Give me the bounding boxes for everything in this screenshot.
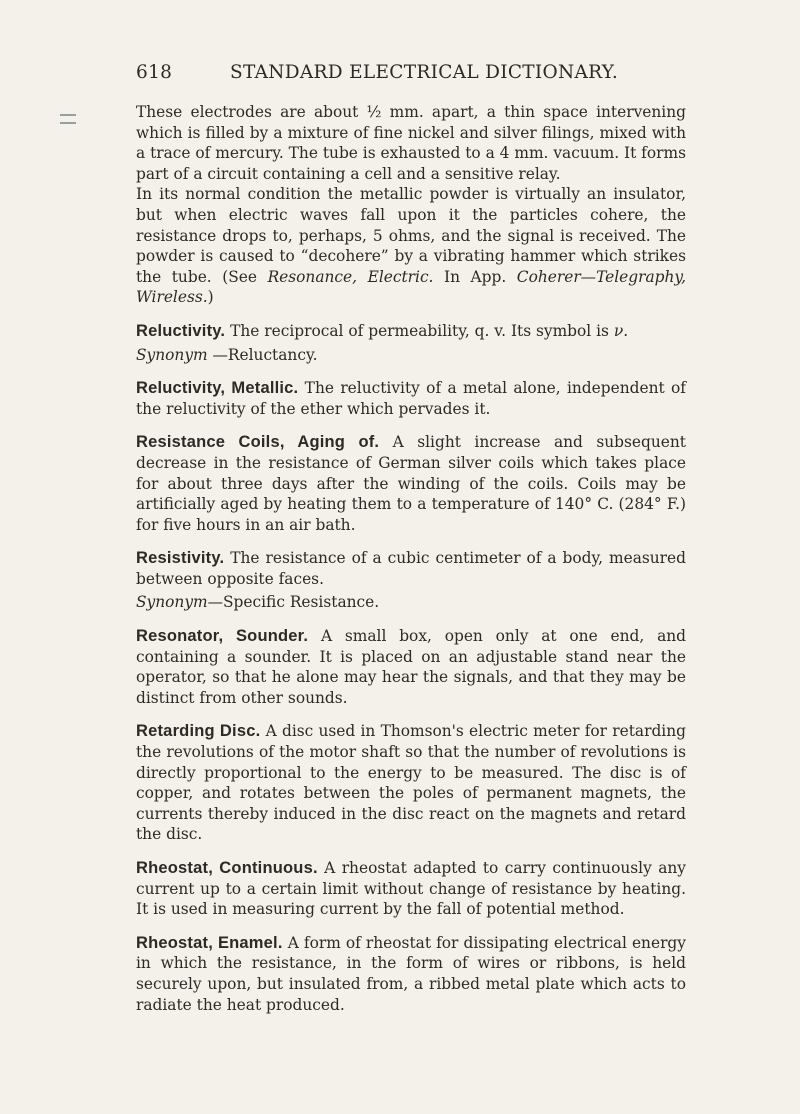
entry-text	[136, 321, 686, 342]
cross-reference: Coherer—Telegraphy, Wireless.	[136, 267, 686, 307]
entry-resonator-sounder	[136, 626, 686, 708]
entry-resistance-coils	[136, 432, 686, 535]
intro-paragraph-1: These electrodes are about ½ mm. apart, a thin space intervening which is filled by a mixture of fine nickel and silver filings, mixed with a trace of mercury. The tube is exhausted to a 4 mm. vacuum. It forms part of a circuit containing a cell and a sensitive relay.	[136, 103, 686, 183]
entry-rheostat-enamel	[136, 933, 686, 1015]
synonym-label: Synonym	[136, 593, 208, 612]
closing-paren: )	[207, 288, 214, 307]
synonym-text: —Reluctancy.	[207, 345, 318, 364]
intro-paragraph-2	[136, 184, 686, 308]
entry-text	[136, 432, 686, 535]
synonym-text: —Specific Resistance.	[207, 593, 380, 612]
definition: A slight increase and subsequent decrease in the resistance of German silver coils which takes place for about three days after the winding of the coils. Coils may be artificially aged by heating them to a temperature of 140° C. (284° F.) for five hours in an air bath.	[136, 433, 686, 534]
headword: Resistance Coils, Aging of.	[136, 433, 380, 452]
headword: Rheostat, Continuous.	[136, 859, 318, 877]
page-body	[136, 102, 686, 1015]
definition: The resistance of a cubic centimeter of a body, measured between opposite faces.	[136, 549, 686, 588]
headword: Rheostat, Enamel.	[136, 933, 283, 952]
definition: A rheostat adapted to carry continuously any current up to a certain limit without change of resistance by heating. It is used in measuring current by the fall of potential method.	[136, 859, 686, 919]
headword: Resistivity.	[136, 549, 225, 568]
definition: A form of rheostat for dissipating electrical energy in which the resistance, in the form of wires or ribbons, is held securely upon, but insulated from, a ribbed metal plate which acts to radiate the heat produced.	[136, 933, 686, 1014]
entry-retarding-disc	[136, 721, 686, 845]
entry-text	[136, 933, 686, 1015]
running-title: STANDARD ELECTRICAL DICTIONARY.	[230, 62, 619, 83]
intro-paragraph-2-text: In its normal condition the metallic powder is virtually an insulator, but when electric waves fall upon it the particles cohere, the resistance drops to, perhaps, 5 ohms, and the signal is received. The powder is caused to “decohere” by a vibrating hammer which strikes the tube. (See	[136, 185, 686, 286]
entry-reluctivity-metallic	[136, 378, 686, 419]
definition: A small box, open only at one end, and containing a sounder. It is placed on an adjustable stand near the operator, so that he alone may hear the signals, and that they may be distinct from other sounds.	[136, 627, 687, 707]
entry-text	[136, 721, 686, 845]
synonym-label: Synonym	[136, 345, 208, 364]
entry-resistivity	[136, 548, 686, 613]
entry-reluctivity	[136, 321, 686, 365]
entry-text	[136, 626, 686, 708]
entry-text	[136, 858, 686, 920]
synonym	[136, 592, 686, 613]
definition-end: .	[623, 321, 629, 340]
definition: The reluctivity of a metal alone, independent of the reluctivity of the ether which pervades it.	[136, 379, 686, 418]
cross-reference-separator: In App.	[433, 267, 517, 286]
cross-reference: Resonance, Electric.	[267, 267, 434, 286]
entry-rheostat-continuous	[136, 858, 686, 920]
definition: The reciprocal of permeability, q. v. Its symbol is	[225, 321, 614, 340]
definition: A disc used in Thomson's electric meter for retarding the revolutions of the motor shaft so that the number of revolutions is directly proportional to the energy to be measured. The disc is of copper, and rotates between the poles of permanent magnets, the currents thereby induced in the disc react on the magnets and retard the disc.	[136, 722, 686, 844]
page-number: 618	[136, 62, 173, 83]
margin-mark	[60, 114, 76, 124]
synonym	[136, 345, 686, 366]
headword: Retarding Disc.	[136, 722, 261, 741]
headword: Reluctivity.	[136, 321, 226, 340]
entry-text	[136, 378, 686, 419]
entry-text	[136, 548, 686, 589]
headword: Resonator, Sounder.	[136, 627, 309, 646]
headword: Reluctivity, Metallic.	[136, 379, 299, 398]
symbol: ν	[613, 321, 624, 340]
